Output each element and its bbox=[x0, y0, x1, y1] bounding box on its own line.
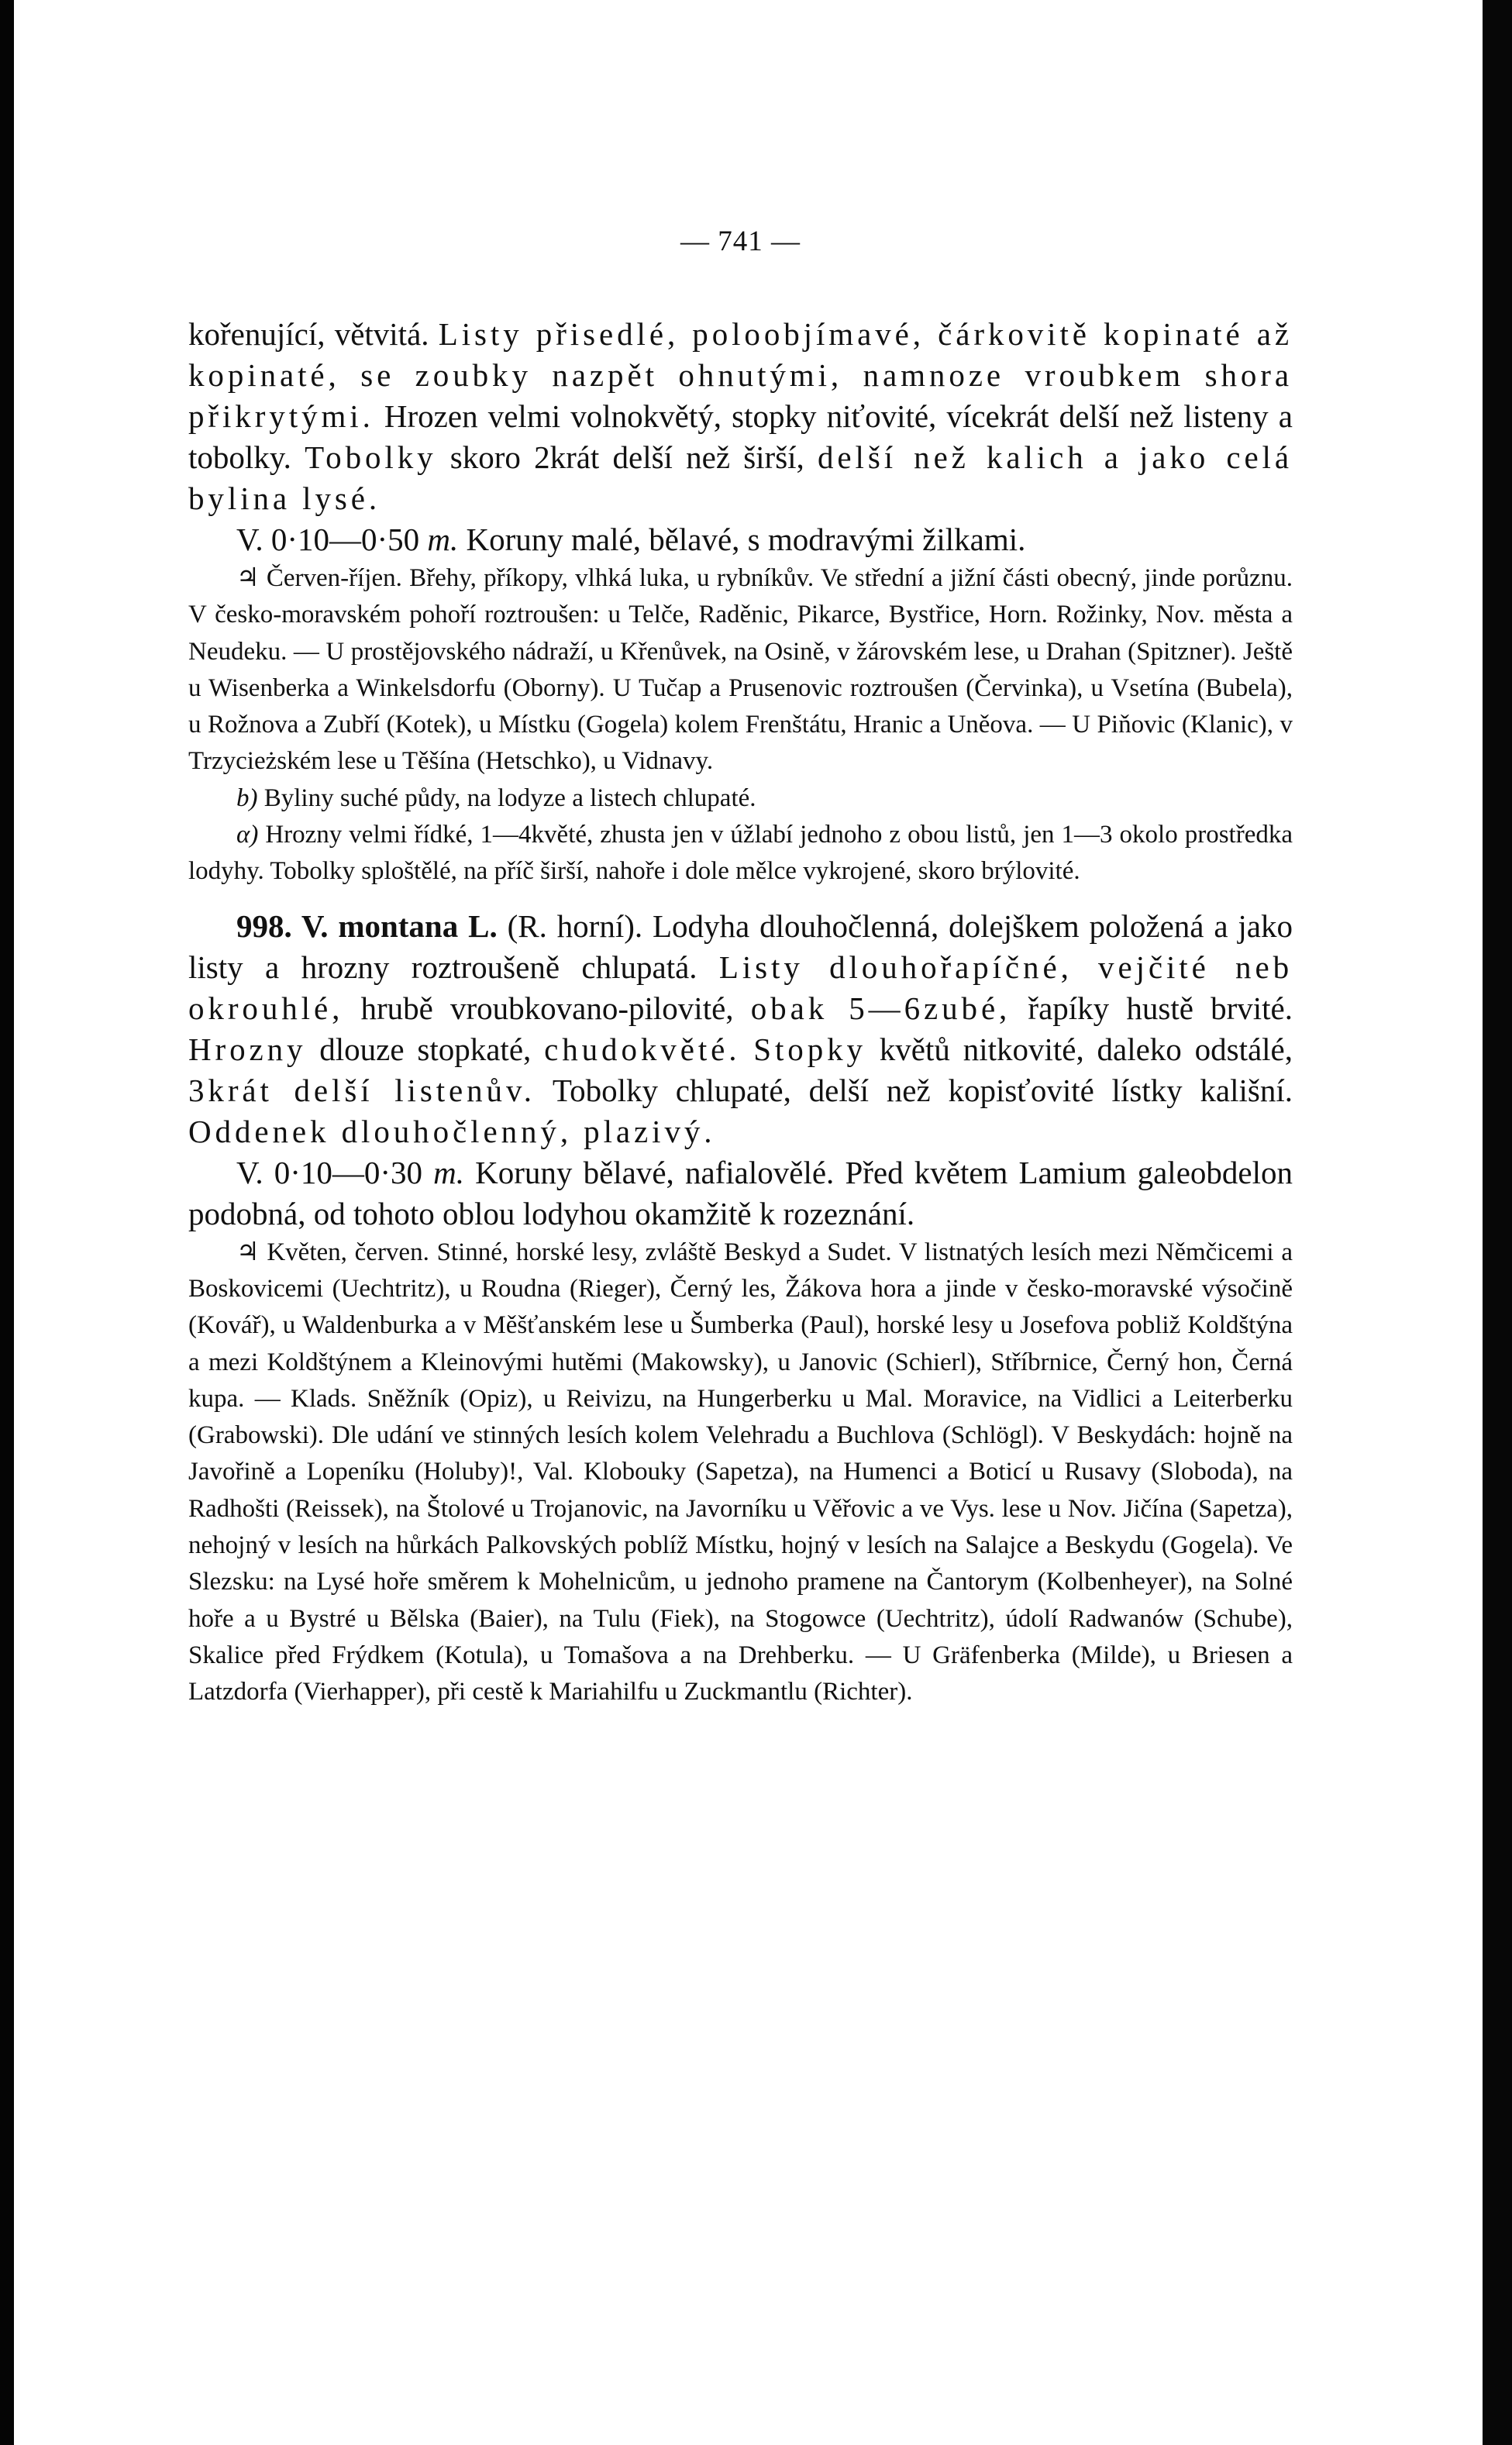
spaced-text: Listy přisedlé, poloobjímavé, čárkovitě kopinaté až kopinaté, se zoubky nazpět ohnutými, namnoze vroubkem shora přikrytými. bbox=[188, 316, 1293, 434]
species-heading: 998. V. montana L. bbox=[236, 907, 498, 944]
scan-edge-right bbox=[1483, 0, 1512, 2445]
text-run: řapíky hustě brvité. bbox=[1011, 990, 1293, 1026]
spaced-text: Hrozny bbox=[188, 1031, 307, 1067]
spaced-text: Tobolky bbox=[305, 439, 437, 475]
spaced-text: chudokvěté. bbox=[544, 1031, 741, 1067]
paragraph-key-b bbox=[188, 780, 1293, 817]
text-run: Byliny suché půdy, na lodyze a listech chlupaté. bbox=[257, 783, 756, 812]
key-label: b) bbox=[236, 783, 258, 812]
text-run: Hrozny velmi řídké, 1—4květé, zhusta jen v úžlabí jednoho z obou listů, jen 1—3 okolo prostředka lodyhy. Tobolky sploštělé, na příč širší, nahoře i dole mělce vykrojené, skoro brýlovité. bbox=[188, 821, 1293, 886]
text-run: Hrozen velmi volnokvětý, stopky niťovité, vícekrát delší než listeny a tobolky. bbox=[188, 398, 1293, 475]
paragraph-distribution: ♃ Červen-říjen. Břehy, příkopy, vlhká luka, u rybníkův. Ve střední a jižní části obecný, jinde porůznu. V česko-moravském pohoří roztroušen: u Telče, Raděnic, Pikarce, Bystřice, Horn. Rožinky, Nov. města a Neudeku. — U prostějovského nádraží, u Křenůvek, na Osině, v žárovském lese, u Drahan (Spitzner). Ještě u Wisenberka a Winkelsdorfu (Oborny). U Tučap a Prusenovic roztroušen (Červinka), u Vsetína (Bubela), u Rožnova a Zubří (Kotek), u Místku (Gogela) kolem Frenštátu, Hranic a Uněova. — U Piňovic (Klanic), v Trzycieżském lese u Těšína (Hetschko), u Vidnavy. bbox=[188, 564, 1293, 776]
spacer bbox=[188, 890, 1293, 906]
spaced-text: Oddenek dlouhočlenný, plazivý. bbox=[188, 1113, 716, 1149]
unit: m. bbox=[433, 1154, 465, 1190]
spaced-text: obak 5—6zubé, bbox=[750, 990, 1011, 1026]
spaced-text: Listy dlouhořapíčné, vejčité neb okrouhlé, bbox=[188, 949, 1293, 1026]
text-run bbox=[740, 1031, 753, 1067]
text-run: Koruny bělavé, nafialovělé. Před květem Lamium galeobdelon podobná, od tohoto oblou lodyhou okamžitě k rozeznání. bbox=[188, 1154, 1293, 1231]
paragraph-size-998 bbox=[188, 1152, 1293, 1235]
text-run: Tobolky chlupaté, delší než kopisťovité lístky kališní. bbox=[535, 1072, 1293, 1108]
spaced-text: Stopky bbox=[753, 1031, 866, 1067]
text-run: květů nitkovité, daleko odstálé, bbox=[866, 1031, 1293, 1067]
page-content bbox=[188, 225, 1293, 1711]
paragraph-description bbox=[188, 314, 1293, 519]
unit: m. bbox=[427, 522, 459, 557]
paragraph-size bbox=[188, 519, 1293, 560]
text-run: dlouze stopkaté, bbox=[306, 1031, 545, 1067]
spaced-text: 3krát delší listenův. bbox=[188, 1072, 536, 1108]
text-run: skoro 2krát delší než širší, bbox=[436, 439, 818, 475]
text-run: (R. horní). Lodyha dlouhočlenná, dolejškem položená a jako listy a hrozny roztroušeně chlupatá. bbox=[188, 907, 1293, 985]
scan-edge-left bbox=[0, 0, 14, 2445]
paragraph-species-998 bbox=[188, 906, 1293, 1152]
spaced-text: delší než kalich a jako celá bylina lysé. bbox=[188, 439, 1293, 516]
key-label: α) bbox=[236, 821, 259, 849]
text-run: kořenující, větvitá. bbox=[188, 316, 439, 352]
text-run: hrubě vroubkovano-pilovité, bbox=[343, 990, 751, 1026]
text-run: Koruny malé, bělavé, s modravými žilkami. bbox=[458, 522, 1026, 557]
text-run: V. 0·10—0·50 bbox=[236, 522, 428, 557]
paragraph-distribution-998: ♃ Květen, červen. Stinné, horské lesy, zvláště Beskyd a Sudet. V listnatých lesích mezi Němčicemi a Boskovicemi (Uechtritz), u Roudna (Rieger), Černý les, Žákova hora a jinde v česko-moravské výsočině (Kovář), u Waldenburka a v Měšťanském lese u Šumberka (Paul), horské lesy u Josefova pobliž Koldštýna a mezi Koldštýnem a Kleinovými hutěmi (Makowsky), u Janovic (Schierl), Stříbrnice, Černý hon, Černá kupa. — Klads. Sněžník (Opiz), u Reivizu, na Hungerberku u Mal. Moravice, na Vidlici a Leiterberku (Grabowski). Dle udání ve stinných lesích kolem Velehradu a Buchlova (Schlögl). V Beskydách: hojně na Javořině a Lopeníku (Holuby)!, Val. Klobouky (Sapetza), na Humenci a Boticí u Rusavy (Sloboda), na Radhošti (Reissek), na Štolové u Trojanovic, na Javorníku u Věřovic a ve Vys. lese u Nov. Jičína (Sapetza), nehojný v lesích na hůrkách Palkovských poblíž Místku, hojný v lesích na Salajce a Beskydu (Gogela). Ve Slezsku: na Lysé hoře směrem k Mohelnicům, u jednoho pramene na Čantorym (Kolbenheyer), na Solné hoře a u Bystré u Bělska (Baier), na Tulu (Fiek), na Stogowce (Uechtritz), údolí Radwanów (Schube), Skalice před Frýdkem (Kotula), u Tomašova a na Drehberku. — U Gräfenberka (Milde), u Briesen a Latzdorfa (Vierhapper), při cestě k Mariahilfu u Zuckmantlu (Richter). bbox=[188, 1238, 1293, 1706]
book-page bbox=[14, 0, 1483, 2445]
text-run: V. 0·10—0·30 bbox=[236, 1154, 434, 1190]
page-number: — 741 — bbox=[680, 226, 801, 257]
paragraph-key-alpha bbox=[188, 817, 1293, 890]
